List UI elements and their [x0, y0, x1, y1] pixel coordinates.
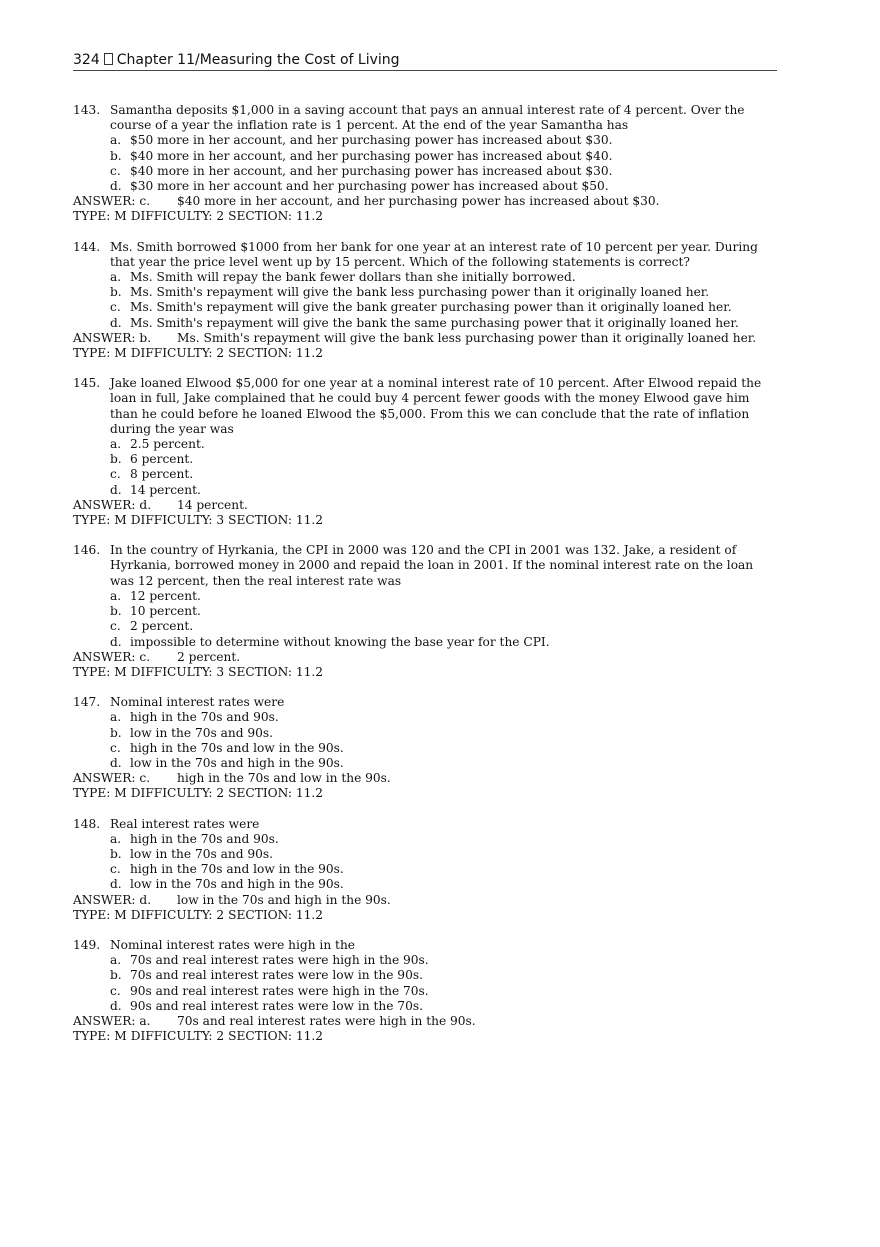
answer-option: [73, 149, 778, 164]
answer-text: low in the 70s and high in the 90s.: [177, 892, 391, 907]
option-text: high in the 70s and 90s.: [130, 831, 279, 846]
answer-text: high in the 70s and low in the 90s.: [177, 771, 391, 786]
answer-option: [73, 604, 778, 619]
option-text: $30 more in her account and her purchasing power has increased about $50.: [130, 179, 609, 194]
option-letter: d.: [110, 482, 122, 497]
answer-line: [73, 650, 778, 665]
question-meta: [73, 665, 778, 680]
option-text: Ms. Smith will repay the bank fewer dollars than she initially borrowed.: [130, 270, 576, 285]
option-letter: a.: [110, 588, 122, 603]
question-number: 143.: [73, 103, 101, 117]
answer-label: ANSWER: b.: [73, 330, 152, 345]
question-stem: [73, 240, 778, 270]
question-difficulty: DIFFICULTY: 2: [130, 209, 225, 224]
question-text: Real interest rates were: [110, 816, 260, 831]
answer-option: [73, 437, 778, 452]
option-letter: c.: [110, 740, 121, 755]
option-text: $40 more in her account, and her purchasing power has increased about $30.: [130, 163, 613, 178]
answer-option: [73, 984, 778, 999]
option-text: 70s and real interest rates were low in the 90s.: [130, 968, 423, 983]
question-meta: [73, 513, 778, 528]
page-header: [73, 52, 777, 71]
question-number: 148.: [73, 816, 101, 831]
answer-option: [73, 452, 778, 467]
answer-text: Ms. Smith's repayment will give the bank less purchasing power than it originally loaned her.: [177, 330, 757, 345]
question-meta: [73, 346, 778, 361]
option-letter: d.: [110, 877, 122, 892]
box-glyph-icon: [104, 53, 113, 65]
answer-label: ANSWER: c.: [73, 649, 151, 664]
option-text: 90s and real interest rates were low in the 70s.: [130, 998, 423, 1013]
option-letter: b.: [110, 285, 122, 300]
answer-option: [73, 589, 778, 604]
answer-option: [73, 862, 778, 877]
question-meta: [73, 908, 778, 923]
question-stem: [73, 376, 778, 437]
question-number: 149.: [73, 937, 101, 952]
option-letter: d.: [110, 634, 122, 649]
question-meta: [73, 1029, 778, 1044]
answer-option: [73, 133, 778, 148]
question-section: SECTION: 11.2: [228, 513, 324, 528]
option-text: impossible to determine without knowing the base year for the CPI.: [130, 634, 550, 649]
question-text: In the country of Hyrkania, the CPI in 2000 was 120 and the CPI in 2001 was 132. Jake, a resident of Hyrkania, borrowed money in 2000 and repaid the loan in 2001. If the nominal interest rate on the loan was 12 percent, then the real interest rate was: [110, 543, 754, 588]
answer-text: $40 more in her account, and her purchasing power has increased about $30.: [177, 194, 660, 209]
option-letter: d.: [110, 755, 122, 770]
option-letter: a.: [110, 710, 122, 725]
option-text: Ms. Smith's repayment will give the bank the same purchasing power that it originally loaned her.: [130, 315, 739, 330]
option-letter: b.: [110, 452, 122, 467]
answer-label: ANSWER: d.: [73, 892, 152, 907]
option-text: low in the 70s and 90s.: [130, 725, 274, 740]
answer-label: ANSWER: c.: [73, 194, 151, 209]
question-list: [73, 103, 778, 1059]
question-difficulty: DIFFICULTY: 2: [130, 786, 225, 801]
option-text: 6 percent.: [130, 452, 194, 467]
answer-line: [73, 331, 778, 346]
answer-option: [73, 877, 778, 892]
answer-option: [73, 467, 778, 482]
option-text: $50 more in her account, and her purchasing power has increased about $30.: [130, 133, 613, 148]
answer-option: [73, 270, 778, 285]
option-text: high in the 70s and 90s.: [130, 710, 279, 725]
question-text: Nominal interest rates were high in the: [110, 937, 356, 952]
option-letter: a.: [110, 953, 122, 968]
option-text: 70s and real interest rates were high in the 90s.: [130, 953, 429, 968]
answer-option: [73, 756, 778, 771]
answer-option: [73, 968, 778, 983]
question-item: [73, 817, 778, 923]
question-text: Ms. Smith borrowed $1000 from her bank for one year at an interest rate of 10 percent per year. During that year the price level went up by 15 percent. Which of the following statements is correct?: [110, 239, 758, 269]
question-difficulty: DIFFICULTY: 2: [130, 907, 225, 922]
question-stem: [73, 543, 778, 589]
answer-option: [73, 635, 778, 650]
option-letter: b.: [110, 604, 122, 619]
option-text: $40 more in her account, and her purchasing power has increased about $40.: [130, 148, 613, 163]
option-letter: b.: [110, 725, 122, 740]
question-item: [73, 240, 778, 362]
question-number: 146.: [73, 543, 101, 558]
question-item: [73, 543, 778, 680]
answer-label: ANSWER: c.: [73, 771, 151, 786]
answer-option: [73, 285, 778, 300]
option-text: 10 percent.: [130, 604, 201, 619]
question-section: SECTION: 11.2: [228, 664, 324, 679]
question-stem: [73, 938, 778, 953]
option-letter: a.: [110, 437, 122, 452]
option-letter: a.: [110, 831, 122, 846]
question-stem: [73, 103, 778, 133]
page-number: 324: [73, 52, 100, 68]
question-type: TYPE: M: [73, 786, 127, 801]
answer-option: [73, 483, 778, 498]
answer-line: [73, 1014, 778, 1029]
option-letter: c.: [110, 862, 121, 877]
answer-label: ANSWER: d.: [73, 497, 152, 512]
question-text: Jake loaned Elwood $5,000 for one year at a nominal interest rate of 10 percent. After Elwood repaid the loan in full, Jake complained that he could buy 4 percent fewer goods with the money Elwood gave him than he could before he loaned Elwood the $5,000. From this we can conclude that the rate of inflation during the year was: [110, 376, 762, 436]
option-letter: c.: [110, 619, 121, 634]
question-stem: [73, 817, 778, 832]
option-text: 2.5 percent.: [130, 437, 205, 452]
option-letter: b.: [110, 148, 122, 163]
answer-option: [73, 953, 778, 968]
question-difficulty: DIFFICULTY: 3: [130, 513, 225, 528]
answer-option: [73, 179, 778, 194]
answer-label: ANSWER: a.: [73, 1013, 151, 1028]
question-section: SECTION: 11.2: [228, 209, 324, 224]
answer-option: [73, 619, 778, 634]
option-letter: c.: [110, 163, 121, 178]
option-letter: d.: [110, 315, 122, 330]
option-text: 90s and real interest rates were high in the 70s.: [130, 983, 429, 998]
question-number: 147.: [73, 695, 101, 710]
answer-option: [73, 164, 778, 179]
question-meta: [73, 786, 778, 801]
question-difficulty: DIFFICULTY: 2: [130, 1029, 225, 1044]
answer-text: 14 percent.: [177, 497, 248, 512]
option-letter: c.: [110, 983, 121, 998]
option-text: low in the 70s and high in the 90s.: [130, 877, 344, 892]
answer-text: 2 percent.: [177, 649, 241, 664]
answer-option: [73, 832, 778, 847]
option-letter: b.: [110, 846, 122, 861]
option-letter: d.: [110, 998, 122, 1013]
answer-option: [73, 726, 778, 741]
option-letter: b.: [110, 968, 122, 983]
question-difficulty: DIFFICULTY: 3: [130, 664, 225, 679]
option-text: low in the 70s and 90s.: [130, 846, 274, 861]
question-text: Nominal interest rates were: [110, 695, 285, 710]
answer-line: [73, 194, 778, 209]
option-text: low in the 70s and high in the 90s.: [130, 755, 344, 770]
chapter-title: Chapter 11/Measuring the Cost of Living: [116, 52, 400, 68]
option-text: 2 percent.: [130, 619, 194, 634]
option-text: 8 percent.: [130, 467, 194, 482]
answer-option: [73, 999, 778, 1014]
question-section: SECTION: 11.2: [228, 346, 324, 361]
question-type: TYPE: M: [73, 346, 127, 361]
option-letter: c.: [110, 300, 121, 315]
question-item: [73, 103, 778, 225]
question-type: TYPE: M: [73, 1029, 127, 1044]
option-text: high in the 70s and low in the 90s.: [130, 740, 344, 755]
answer-option: [73, 741, 778, 756]
question-type: TYPE: M: [73, 209, 127, 224]
question-type: TYPE: M: [73, 664, 127, 679]
question-section: SECTION: 11.2: [228, 1029, 324, 1044]
option-letter: c.: [110, 467, 121, 482]
question-type: TYPE: M: [73, 907, 127, 922]
question-number: 144.: [73, 239, 101, 254]
answer-option: [73, 300, 778, 315]
question-difficulty: DIFFICULTY: 2: [130, 346, 225, 361]
question-type: TYPE: M: [73, 513, 127, 528]
question-section: SECTION: 11.2: [228, 786, 324, 801]
option-letter: a.: [110, 133, 122, 148]
question-stem: [73, 695, 778, 710]
question-item: [73, 695, 778, 801]
answer-text: 70s and real interest rates were high in the 90s.: [177, 1013, 476, 1028]
answer-option: [73, 316, 778, 331]
answer-line: [73, 498, 778, 513]
option-letter: d.: [110, 179, 122, 194]
answer-line: [73, 771, 778, 786]
answer-option: [73, 847, 778, 862]
option-letter: a.: [110, 270, 122, 285]
option-text: 12 percent.: [130, 588, 201, 603]
question-section: SECTION: 11.2: [228, 907, 324, 922]
option-text: Ms. Smith's repayment will give the bank less purchasing power than it originally loaned her.: [130, 285, 710, 300]
question-item: [73, 938, 778, 1044]
question-text: Samantha deposits $1,000 in a saving account that pays an annual interest rate of 4 percent. Over the course of a year the inflation rate is 1 percent. At the end of the year Samantha has: [110, 103, 745, 133]
option-text: Ms. Smith's repayment will give the bank greater purchasing power than it originally loaned her.: [130, 300, 732, 315]
option-text: 14 percent.: [130, 482, 201, 497]
question-item: [73, 376, 778, 528]
option-text: high in the 70s and low in the 90s.: [130, 862, 344, 877]
answer-option: [73, 710, 778, 725]
question-number: 145.: [73, 376, 101, 391]
question-meta: [73, 209, 778, 224]
answer-line: [73, 893, 778, 908]
